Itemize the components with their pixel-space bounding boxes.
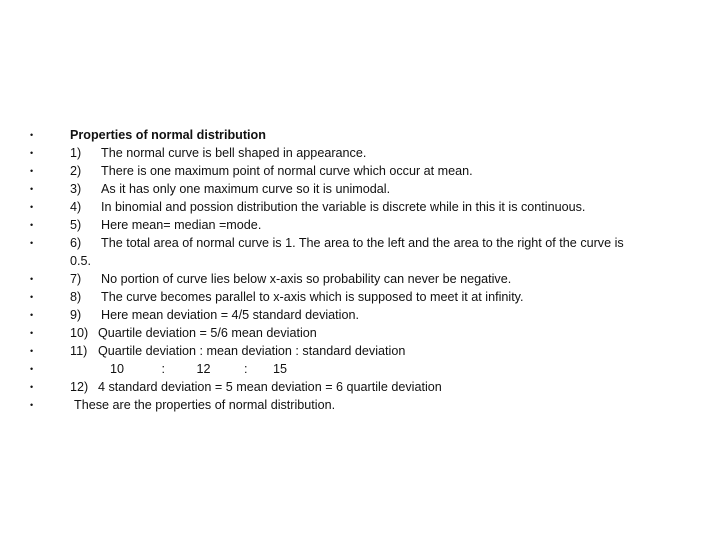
- list-item: [30, 306, 690, 324]
- ratio-separator: :: [244, 362, 248, 376]
- item-number: 2): [70, 164, 82, 178]
- item-number: 3): [70, 182, 82, 196]
- item-number: 5): [70, 218, 82, 232]
- item-text: In binomial and possion distribution the variable is discrete while in this it is continuous.: [101, 200, 586, 214]
- item-text: Quartile deviation : mean deviation : standard deviation: [98, 344, 406, 358]
- bullet-icon: •: [30, 310, 34, 320]
- list-item: [30, 216, 690, 234]
- list-item: [30, 144, 690, 162]
- item-number: 7): [70, 272, 82, 286]
- ratio-separator: :: [161, 362, 166, 376]
- list-item: [30, 234, 690, 270]
- list-item: [30, 342, 690, 360]
- item-text: Quartile deviation = 5/6 mean deviation: [98, 326, 317, 340]
- item-text: Here mean deviation = 4/5 standard deviation.: [101, 308, 359, 322]
- item-continuation: [30, 252, 690, 270]
- bullet-icon: •: [30, 130, 34, 140]
- bullet-icon: •: [30, 346, 34, 356]
- item-text: These are the properties of normal distribution.: [74, 398, 336, 412]
- item-text: As it has only one maximum curve so it is unimodal.: [101, 182, 391, 196]
- bullet-icon: •: [30, 292, 34, 302]
- ratio-value: 10: [110, 362, 125, 376]
- list-heading: Properties of normal distribution: [70, 128, 266, 142]
- item-text: The curve becomes parallel to x-axis which is supposed to meet it at infinity.: [101, 290, 524, 304]
- item-number: 11): [70, 344, 88, 358]
- list-item: [30, 360, 690, 378]
- bullet-icon: •: [30, 166, 34, 176]
- list-item: [30, 126, 690, 144]
- bullet-icon: •: [30, 328, 34, 338]
- item-number: 4): [70, 200, 82, 214]
- item-text: No portion of curve lies below x-axis so probability can never be negative.: [101, 272, 512, 286]
- item-number: 1): [70, 146, 82, 160]
- bullet-icon: •: [30, 382, 34, 392]
- bullet-list: [30, 126, 690, 414]
- item-number: 9): [70, 308, 82, 322]
- item-number: 12): [70, 380, 89, 394]
- list-item: [30, 270, 690, 288]
- bullet-icon: •: [30, 220, 34, 230]
- item-text: Here mean= median =mode.: [101, 218, 262, 232]
- list-item: [30, 180, 690, 198]
- bullet-icon: •: [30, 274, 34, 284]
- bullet-icon: •: [30, 238, 34, 248]
- list-item: [30, 324, 690, 342]
- item-text: There is one maximum point of normal curve which occur at mean.: [101, 164, 473, 178]
- item-continuation-text: 0.5.: [70, 254, 92, 268]
- item-number: 10): [70, 326, 89, 340]
- ratio-value: 15: [273, 362, 288, 376]
- item-text: 4 standard deviation = 5 mean deviation = 6 quartile deviation: [98, 380, 442, 394]
- item-number: 8): [70, 290, 82, 304]
- list-item: [30, 378, 690, 396]
- bullet-icon: •: [30, 184, 34, 194]
- item-number: 6): [70, 236, 82, 250]
- item-text: The normal curve is bell shaped in appearance.: [101, 146, 367, 160]
- bullet-icon: •: [30, 148, 34, 158]
- bullet-icon: •: [30, 364, 34, 374]
- list-item: [30, 396, 690, 414]
- list-item: [30, 198, 690, 216]
- ratio-value: 12: [196, 362, 211, 376]
- bullet-icon: •: [30, 202, 34, 212]
- item-text: The total area of normal curve is 1. The area to the left and the area to the right of the curve is: [101, 236, 624, 250]
- bullet-icon: •: [30, 400, 34, 410]
- list-item: [30, 162, 690, 180]
- list-item: [30, 288, 690, 306]
